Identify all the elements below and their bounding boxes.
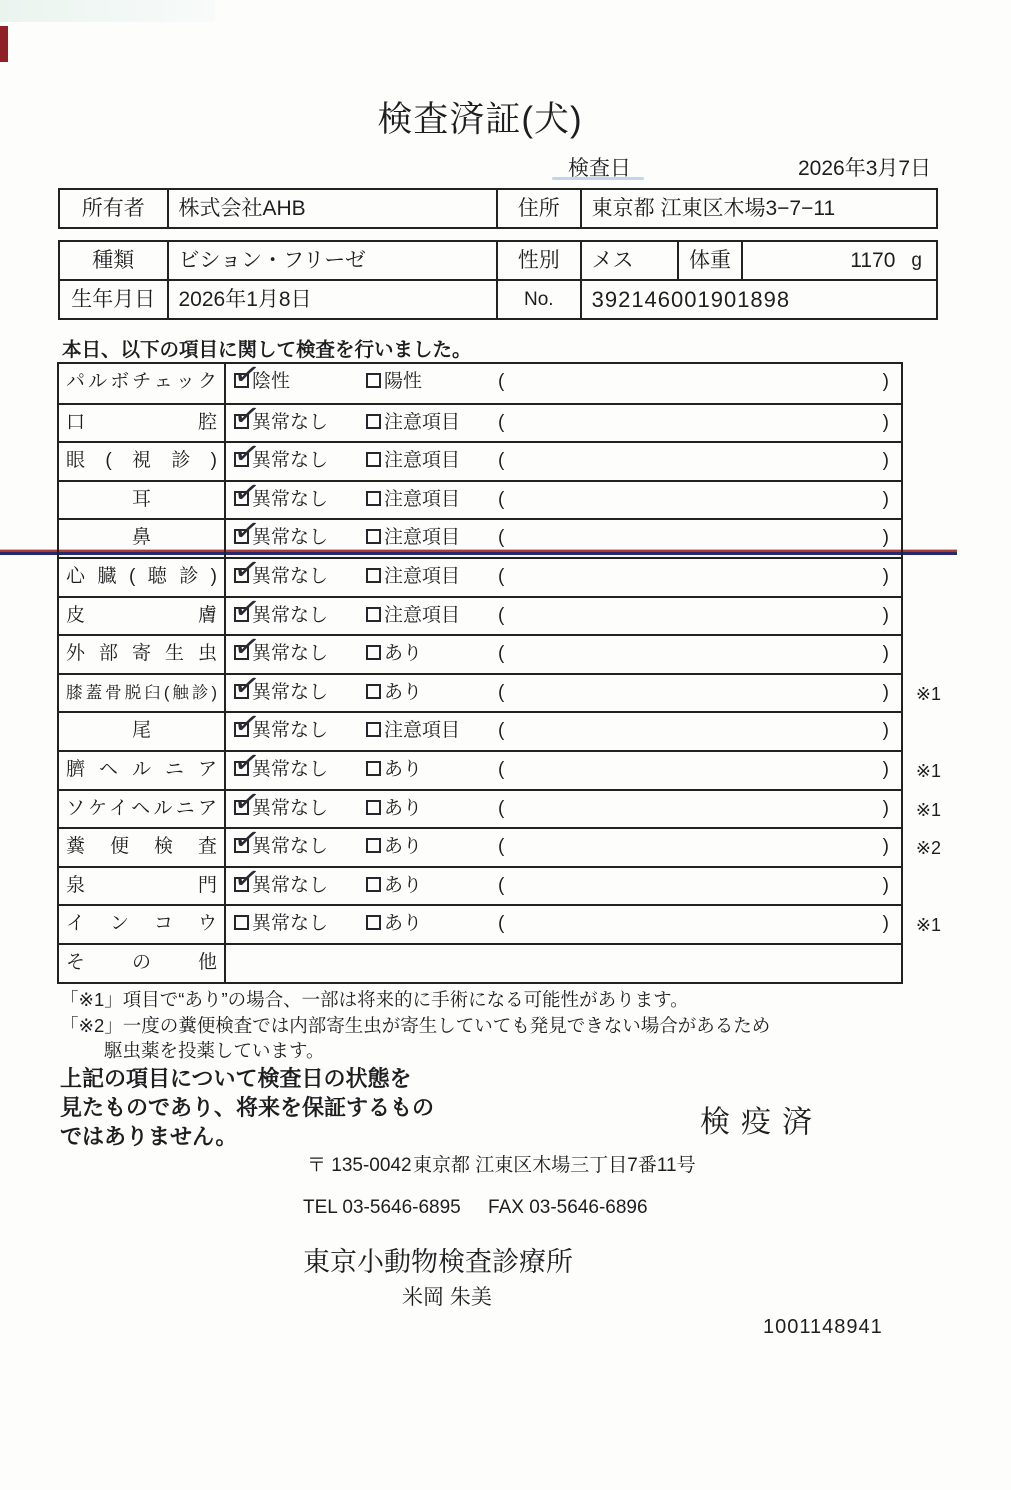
remarks-paren-open: ( — [498, 758, 505, 780]
option-1-label: 異常なし — [252, 836, 329, 858]
option-2-label: あり — [384, 836, 423, 858]
inspection-options — [226, 434, 901, 480]
quarantine-passed-text: 検疫済 — [700, 1106, 823, 1139]
remarks-paren-open: ( — [498, 527, 505, 549]
option-1-label: 異常なし — [252, 681, 329, 703]
inspection-item-label: 皮膚 — [59, 598, 226, 635]
clinic-name: 東京小動物検査診療所 — [303, 1247, 573, 1277]
checkbox-option-1 — [231, 434, 263, 474]
owner-row — [60, 190, 936, 227]
inspection-row — [59, 588, 901, 635]
option-2-label: 注意項目 — [384, 411, 461, 433]
remarks-paren-close: ) — [882, 643, 889, 665]
checkbox-option-1 — [231, 820, 263, 860]
option-1-label: 異常なし — [252, 758, 329, 780]
remarks-paren-close: ) — [882, 681, 889, 703]
footnote-ref: ※2 — [915, 838, 941, 859]
document-title: 検査済証(犬) — [377, 100, 583, 139]
remarks-paren-open: ( — [498, 836, 505, 858]
checkmark-icon: ✓ — [231, 627, 263, 667]
inspection-options — [226, 781, 901, 828]
option-2-label: 注意項目 — [384, 565, 461, 587]
option-2 — [366, 559, 460, 596]
checkmark-icon: ✓ — [231, 858, 263, 898]
inspection-item-label: 口腔 — [59, 405, 226, 442]
inspection-options — [226, 820, 901, 866]
inspection-item-label: 膝蓋骨脱臼(触診) — [59, 675, 226, 712]
sex-label: 性別 — [496, 242, 580, 279]
weight-cell — [741, 242, 936, 279]
checkmark-icon: ✓ — [231, 395, 263, 435]
checkmark-icon: ✓ — [231, 511, 263, 551]
option-2 — [366, 520, 460, 557]
remarks-paren-open: ( — [498, 488, 505, 510]
checkmark-icon: ✓ — [231, 781, 263, 821]
checkbox-option-2 — [366, 491, 381, 506]
remarks-paren-close: ) — [882, 527, 889, 549]
checkbox-option-1 — [231, 511, 263, 551]
inspection-row — [59, 511, 901, 557]
checkmark-icon: ✓ — [231, 472, 263, 512]
inspection-options — [226, 472, 901, 519]
option-2 — [366, 405, 460, 442]
inspection-row — [59, 943, 901, 982]
option-2 — [366, 906, 422, 943]
birth-row — [60, 279, 936, 318]
disclaimer-line-3: ではありません。 — [60, 1124, 238, 1149]
option-2 — [366, 636, 422, 673]
checkbox-option-2 — [366, 800, 381, 815]
checkbox-option-1 — [231, 627, 263, 667]
remarks-paren-open: ( — [498, 450, 505, 472]
owner-value: 株式会社AHB — [167, 190, 497, 227]
option-1-label: 異常なし — [252, 527, 329, 549]
remarks-paren-open: ( — [498, 874, 505, 896]
remarks-paren-close: ) — [882, 797, 889, 819]
disclaimer-line-2: 見たものであり、将来を保証するもの — [60, 1095, 435, 1120]
option-2-label: あり — [384, 758, 423, 780]
option-2-label: 注意項目 — [384, 720, 461, 742]
inspection-options — [226, 858, 901, 905]
remarks-paren-close: ) — [882, 913, 889, 935]
option-2-label: 注意項目 — [384, 527, 461, 549]
remarks-paren-close: ) — [882, 450, 889, 472]
inspection-row — [59, 472, 901, 519]
checkmark-icon: ✓ — [231, 820, 263, 860]
option-2-label: あり — [384, 797, 423, 819]
inspection-item-label: その他 — [59, 945, 226, 982]
option-1-label: 異常なし — [252, 913, 329, 935]
inspection-date-value: 2026年3月7日 — [798, 157, 932, 180]
checkbox-option-2 — [366, 373, 381, 388]
inspection-options — [226, 511, 901, 557]
option-1-label: 異常なし — [252, 604, 329, 626]
option-1 — [231, 858, 329, 905]
inspection-date-label: 検査日 — [568, 157, 631, 180]
red-stamp-mark — [0, 26, 8, 62]
remarks-paren-close: ) — [882, 720, 889, 742]
option-2-label: あり — [384, 643, 423, 665]
remarks-paren-close: ) — [882, 411, 889, 433]
option-1-label: 異常なし — [252, 488, 329, 510]
address-value: 東京都 江東区木場3−7−11 — [580, 190, 936, 227]
checkbox-option-2 — [366, 761, 381, 776]
checkbox-option-1 — [231, 858, 263, 898]
checkbox-option-1 — [231, 355, 263, 394]
birth-value: 2026年1月8日 — [167, 281, 497, 318]
inspection-item-label: 心臓(聴診) — [59, 559, 226, 596]
option-2-label: 注意項目 — [384, 604, 461, 626]
checkbox-option-1 — [231, 665, 263, 705]
option-2 — [366, 443, 460, 480]
remarks-paren-open: ( — [498, 720, 505, 742]
option-1-label: 異常なし — [252, 450, 329, 472]
checkbox-option-2 — [366, 877, 381, 892]
checkbox-option-2 — [366, 684, 381, 699]
remarks-paren-open: ( — [498, 371, 505, 392]
inspection-row — [59, 355, 901, 403]
inspection-item-label: 耳 — [59, 482, 226, 519]
remarks-paren-open: ( — [498, 604, 505, 626]
inspection-item-label: 尾 — [59, 713, 226, 750]
option-1-label: 異常なし — [252, 565, 329, 587]
option-1-label: 陰性 — [252, 371, 291, 392]
examiner-name: 米岡 朱美 — [402, 1286, 492, 1309]
remarks-paren-close: ) — [882, 488, 889, 510]
option-2 — [366, 482, 460, 519]
inspection-row — [59, 627, 901, 673]
checkmark-icon: ✓ — [231, 355, 263, 394]
remarks-paren-close: ) — [882, 604, 889, 626]
option-1 — [234, 906, 328, 943]
option-2 — [366, 791, 422, 828]
checkmark-icon: ✓ — [231, 549, 263, 589]
inspection-options — [226, 704, 901, 750]
option-2 — [366, 675, 422, 712]
inspection-item-label: 糞便検査 — [59, 829, 226, 866]
checkbox-option-2 — [366, 529, 381, 544]
checkbox-option-1 — [231, 742, 263, 782]
weight-value: 1170 — [850, 249, 896, 272]
option-1-label: 異常なし — [252, 643, 329, 665]
option-2-label: 注意項目 — [384, 450, 461, 472]
inspection-item-label: 外部寄生虫 — [59, 636, 226, 673]
footnote-1: 「※1」項目で“あり”の場合、一部は将来的に手術になる可能性があります。 — [60, 989, 689, 1010]
address-label: 住所 — [496, 190, 580, 227]
postal-code: 〒 135-0042 — [307, 1155, 412, 1176]
option-1-label: 異常なし — [252, 797, 329, 819]
option-2 — [366, 364, 422, 403]
inspection-item-label: 眼(視診) — [59, 443, 226, 480]
remarks-paren-close: ) — [882, 565, 889, 587]
option-2-label: あり — [384, 913, 423, 935]
checkbox-option-2 — [366, 452, 381, 467]
option-2-label: 注意項目 — [384, 488, 461, 510]
inspection-table — [57, 355, 941, 984]
remarks-paren-close: ) — [882, 758, 889, 780]
checkmark-icon: ✓ — [231, 742, 263, 782]
remarks-paren-open: ( — [498, 411, 505, 433]
inspection-row — [59, 858, 901, 905]
inspection-options — [226, 906, 901, 943]
scan-edge-artifact — [0, 0, 215, 22]
remarks-paren-open: ( — [498, 681, 505, 703]
option-2-label: 陽性 — [384, 371, 423, 392]
inspection-item-label: 泉門 — [59, 868, 226, 905]
inspection-row — [59, 395, 901, 442]
inspection-options — [226, 665, 901, 712]
checkbox-option-2 — [366, 568, 381, 583]
checkbox-option-2 — [366, 645, 381, 660]
option-2 — [366, 598, 460, 635]
option-2 — [366, 752, 422, 789]
option-1-label: 異常なし — [252, 411, 329, 433]
inspection-row — [59, 742, 941, 789]
weight-unit: g — [911, 250, 922, 271]
remarks-paren-close: ) — [882, 874, 889, 896]
checkbox-option-1 — [231, 395, 263, 435]
fax-number: FAX 03-5646-6896 — [488, 1197, 648, 1218]
remarks-paren-open: ( — [498, 913, 505, 935]
inspection-row — [59, 434, 901, 480]
owner-table — [58, 188, 938, 229]
remarks-paren-close: ) — [882, 836, 889, 858]
footnote-ref: ※1 — [915, 799, 941, 820]
option-2-label: あり — [384, 874, 423, 896]
clinic-address: 東京都 江東区木場三丁目7番11号 — [413, 1155, 696, 1176]
breed-label: 種類 — [92, 249, 135, 272]
option-2 — [366, 829, 422, 866]
tel-fax-line — [303, 1197, 648, 1219]
inspection-options — [226, 355, 901, 403]
checkbox-option-2 — [366, 414, 381, 429]
footnote-2-line-2: 駆虫薬を投薬しています。 — [104, 1040, 325, 1061]
no-value: 392146001901898 — [580, 281, 936, 318]
serial-number: 1001148941 — [763, 1316, 883, 1338]
checkmark-icon: ✓ — [231, 588, 263, 628]
footnote-2-line-1: 「※2」一度の糞便検査では内部寄生虫が寄生していても発見できない場合があるため — [60, 1015, 771, 1036]
inspection-row — [59, 665, 941, 712]
checkmark-icon: ✓ — [231, 434, 263, 474]
breed-row — [60, 242, 936, 279]
inspection-item-label: ソケイヘルニア — [59, 791, 226, 828]
option-2 — [366, 868, 422, 905]
inspection-row — [59, 781, 941, 828]
inspection-options — [226, 588, 901, 635]
checkbox-option-1 — [231, 588, 263, 628]
checkbox-option-1 — [234, 915, 249, 930]
footnote-ref: ※1 — [915, 683, 941, 704]
checkbox-option-1 — [231, 704, 263, 744]
inspection-row — [59, 704, 901, 750]
checkbox-option-1 — [231, 549, 263, 589]
checkmark-icon: ✓ — [231, 704, 263, 744]
remarks-paren-open: ( — [498, 565, 505, 587]
option-2-label: あり — [384, 681, 423, 703]
inspection-options — [226, 549, 901, 596]
checkbox-option-1 — [231, 472, 263, 512]
checkbox-option-1 — [231, 781, 263, 821]
inspection-item-label: インコウ — [59, 906, 226, 943]
owner-label: 所有者 — [81, 197, 145, 220]
footnote-ref: ※1 — [915, 915, 941, 936]
birth-label: 生年月日 — [71, 288, 156, 311]
no-label: No. — [496, 281, 580, 318]
inspection-item-label: 臍ヘルニア — [59, 752, 226, 789]
option-1-label: 異常なし — [252, 720, 329, 742]
disclaimer-line-1: 上記の項目について検査日の状態を — [60, 1066, 412, 1091]
inspection-options — [226, 395, 901, 442]
pet-table — [58, 240, 938, 320]
inspection-item-label: パルボチェック — [59, 364, 226, 403]
remarks-paren-close: ) — [882, 371, 889, 392]
breed-value: ビション・フリーゼ — [167, 242, 497, 279]
checkbox-option-2 — [366, 915, 381, 930]
option-2 — [366, 713, 460, 750]
inspection-row — [59, 549, 901, 596]
inspection-row — [59, 820, 941, 866]
footnote-ref: ※1 — [915, 760, 941, 781]
checkbox-option-2 — [366, 838, 381, 853]
sex-value: メス — [580, 242, 678, 279]
remarks-paren-open: ( — [498, 797, 505, 819]
checkbox-option-2 — [366, 607, 381, 622]
inspection-row — [59, 904, 941, 943]
inspection-options — [226, 627, 901, 673]
checkbox-option-2 — [366, 722, 381, 737]
weight-label: 体重 — [677, 242, 741, 279]
option-1-label: 異常なし — [252, 874, 329, 896]
checkmark-icon: ✓ — [231, 665, 263, 705]
intro-sentence: 本日、以下の項目に関して検査を行いました。 — [62, 339, 472, 361]
inspection-options — [226, 945, 901, 982]
inspection-item-label: 鼻 — [59, 520, 226, 557]
inspection-options — [226, 742, 901, 789]
remarks-paren-open: ( — [498, 643, 505, 665]
tel-number: TEL 03-5646-6895 — [303, 1197, 461, 1218]
